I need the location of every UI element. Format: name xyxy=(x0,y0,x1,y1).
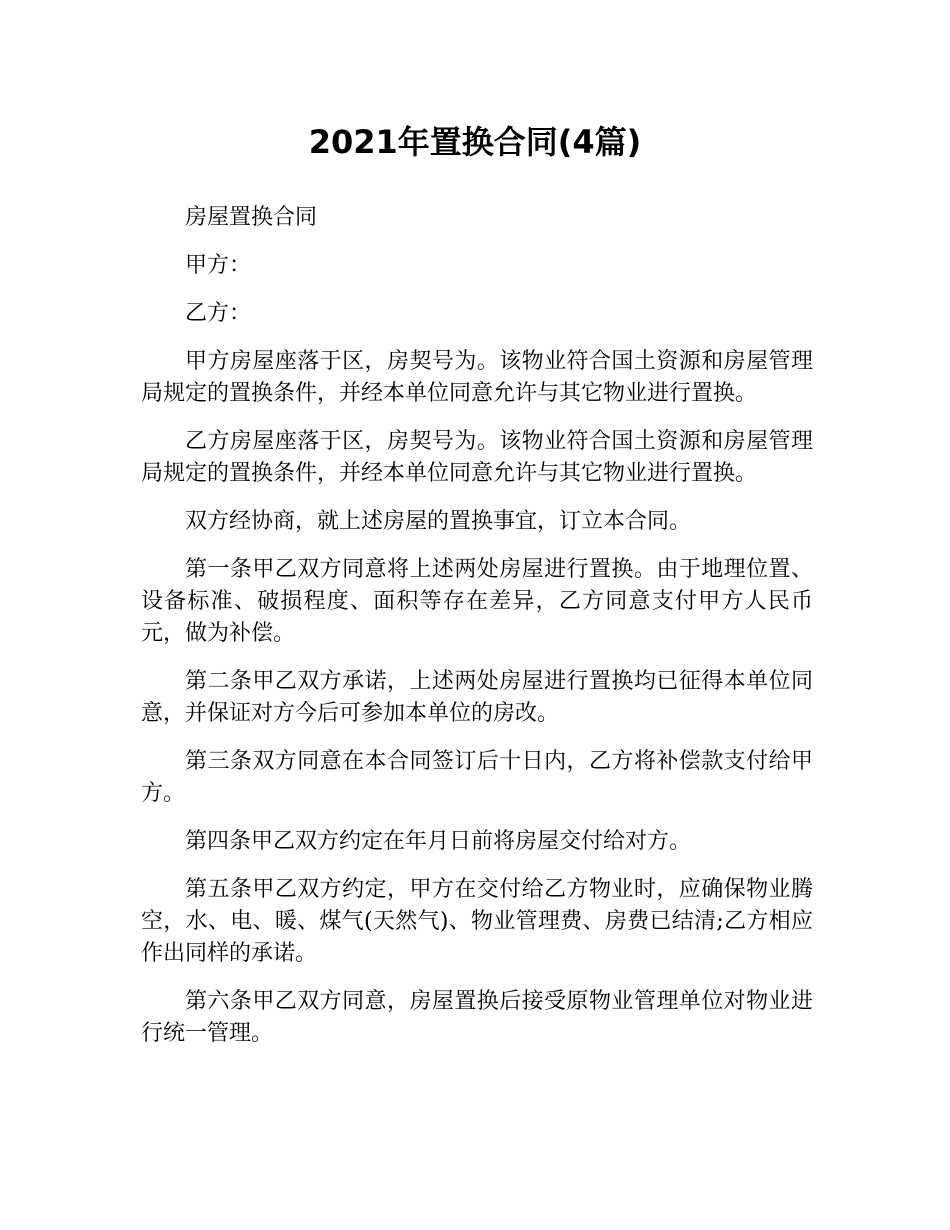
paragraph-party-a-property: 甲方房屋座落于区，房契号为。该物业符合国土资源和房屋管理局规定的置换条件，并经本单位同意允许与其它物业进行置换。 xyxy=(141,349,813,406)
document-body xyxy=(141,202,813,1066)
paragraph-article-5: 第五条甲乙双方约定，甲方在交付给乙方物业时，应确保物业腾空，水、电、暖、煤气(天然气)、物业管理费、房费已结清;乙方相应作出同样的承诺。 xyxy=(141,877,813,966)
paragraph-article-2: 第二条甲乙双方承诺，上述两处房屋进行置换均已征得本单位同意，并保证对方今后可参加本单位的房改。 xyxy=(141,669,813,726)
paragraph-agreement-intro: 双方经协商，就上述房屋的置换事宜，订立本合同。 xyxy=(185,509,692,534)
paragraph-article-3: 第三条双方同意在本合同签订后十日内，乙方将补偿款支付给甲方。 xyxy=(141,749,813,806)
paragraph-article-6: 第六条甲乙双方同意，房屋置换后接受原物业管理单位对物业进行统一管理。 xyxy=(141,989,813,1046)
paragraph-article-1: 第一条甲乙双方同意将上述两处房屋进行置换。由于地理位置、设备标准、破损程度、面积等存在差异，乙方同意支付甲方人民币元，做为补偿。 xyxy=(141,557,813,646)
paragraph-party-b-property: 乙方房屋座落于区，房契号为。该物业符合国土资源和房屋管理局规定的置换条件，并经本单位同意允许与其它物业进行置换。 xyxy=(141,429,813,486)
paragraph-party-a: 甲方： xyxy=(185,253,252,278)
paragraph-contract-heading: 房屋置换合同 xyxy=(185,205,318,230)
paragraph-article-4: 第四条甲乙双方约定在年月日前将房屋交付给对方。 xyxy=(185,829,692,854)
paragraph-party-b: 乙方： xyxy=(185,301,252,326)
document-title: 2021年置换合同(4篇) xyxy=(308,123,642,161)
